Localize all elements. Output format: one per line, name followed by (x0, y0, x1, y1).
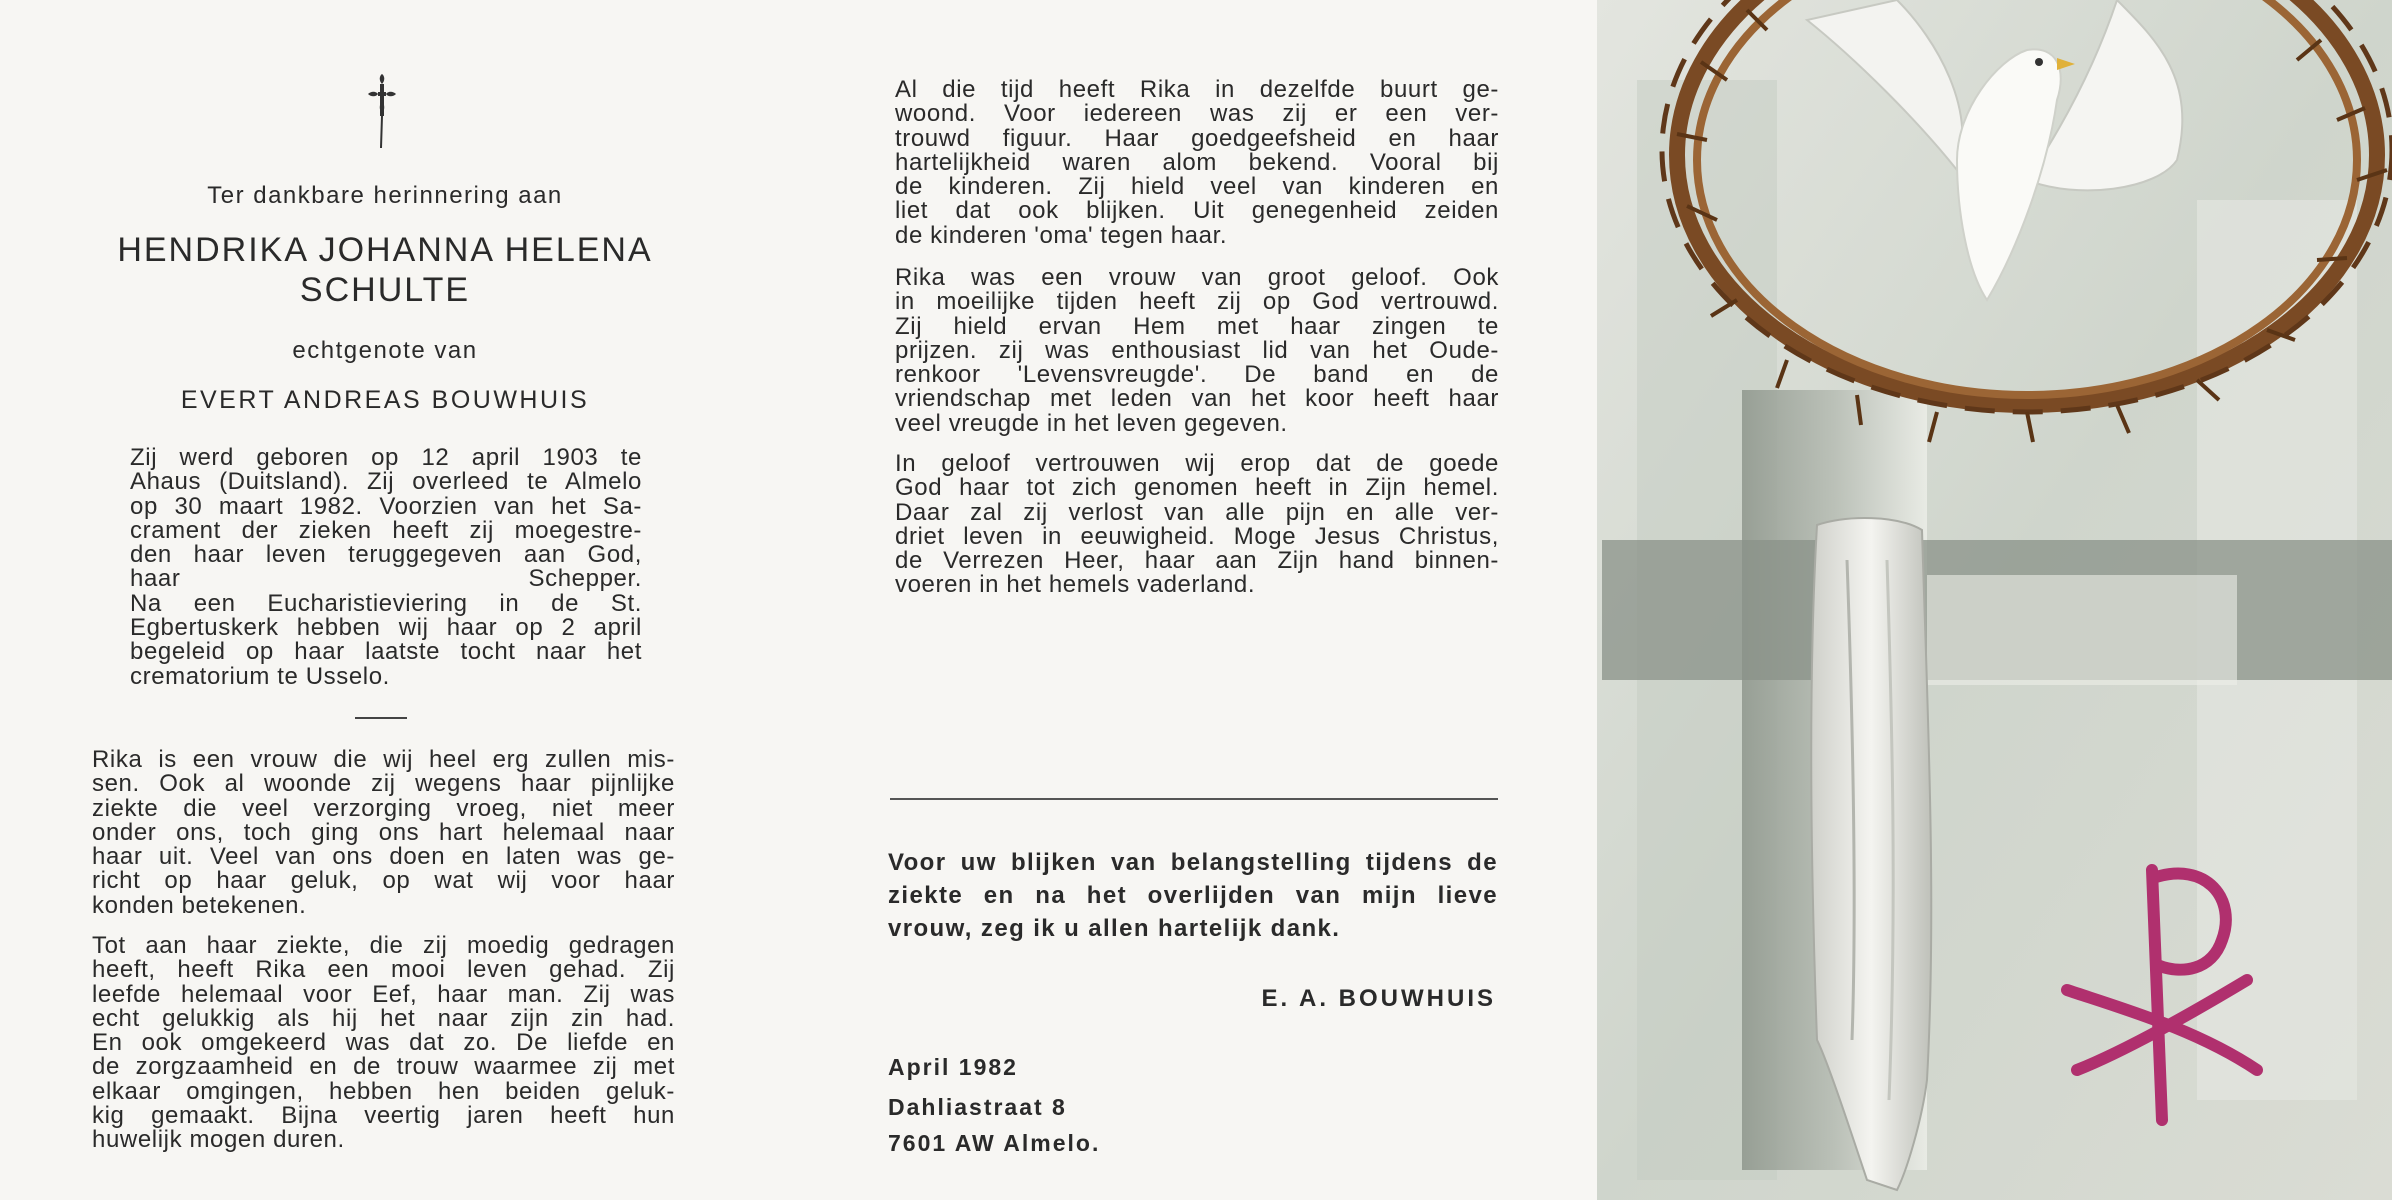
text-line: Rika was een vrouw van groot geloof. Ook (895, 264, 1499, 291)
text-line: ziekte die veel verzorging vroeg, niet meer (92, 794, 675, 822)
long-divider (890, 798, 1498, 800)
paragraph-text (895, 266, 1499, 436)
paragraph-text (92, 934, 675, 1153)
paragraph-text (895, 452, 1499, 598)
text-line: crematorium te Usselo. (130, 662, 390, 690)
biography (130, 446, 642, 689)
text-line: richt op haar geluk, op wat wij voor haar (92, 867, 675, 895)
name-line-1: HENDRIKA JOHANNA HELENA (117, 231, 653, 269)
text-line: leefde helemaal voor Eef, haar man. Zij was (92, 980, 675, 1008)
text-line: Zij werd geboren op 12 april 1903 te (130, 444, 642, 471)
text-line: Na een Eucharistieviering in de St. (130, 589, 642, 617)
text-line: woond. Voor iedereen was zij er een ver- (895, 100, 1499, 128)
text-line: En ook omgekeerd was dat zo. De liefde en (92, 1029, 675, 1057)
text-line: Ahaus (Duitsland). Zij overleed te Almelo (130, 468, 642, 496)
devotional-illustration (1597, 0, 2392, 1200)
paragraph-text (895, 78, 1499, 248)
text-line: haar uit. Veel van ons doen en laten was ge- (92, 843, 675, 871)
text-line: elkaar omgingen, hebben hen beiden geluk- (92, 1077, 675, 1105)
date: April 1982 (888, 1054, 1018, 1080)
text-line: vriendschap met leden van het koor heeft haar (895, 385, 1499, 413)
text-line: In geloof vertrouwen wij erop dat de goede (895, 450, 1499, 477)
paragraph-text (92, 748, 675, 918)
text-line: Egbertuskerk hebben wij haar op 2 april (130, 614, 642, 642)
intro-line: Ter dankbare herinnering aan (207, 182, 563, 209)
cross-icon (362, 72, 402, 152)
city-address: 7601 AW Almelo. (888, 1130, 1101, 1156)
tribute-paragraph-3 (895, 78, 1499, 248)
text-line: voeren in het hemels vaderland. (895, 571, 1256, 599)
text-line: heeft, heeft Rika een mooi leven gehad. Zij (92, 956, 675, 984)
text-line: driet leven in eeuwigheid. Moge Jesus Christus, (895, 522, 1499, 550)
tribute-paragraph-2 (92, 934, 675, 1153)
text-line: Al die tijd heeft Rika in dezelfde buurt ge- (895, 76, 1499, 103)
text-line: de Verrezen Heer, haar aan Zijn hand binnen- (895, 547, 1499, 575)
signature: E. A. BOUWHUIS (1261, 985, 1496, 1012)
left-panel (0, 0, 820, 1200)
text-line: veel vreugde in het leven gegeven. (895, 409, 1288, 437)
text-line: de kinderen 'oma' tegen haar. (895, 221, 1228, 249)
street-address: Dahliastraat 8 (888, 1094, 1067, 1120)
text-line: onder ons, toch ging ons hart helemaal naar (92, 818, 675, 846)
text-line: prijzen. zij was enthousiast lid van het Oude- (895, 336, 1499, 364)
tribute-paragraph-1 (92, 748, 675, 918)
biography-text (130, 446, 642, 689)
text-line: trouwd figuur. Haar goedgeefsheid en haar (895, 124, 1499, 152)
text-line: Tot aan haar ziekte, die zij moedig gedragen (92, 932, 675, 959)
text-line: echt gelukkig als hij het naar zijn zin had. (92, 1004, 675, 1032)
name-line-2: SCHULTE (299, 271, 471, 309)
text-line: de zorgzaamheid en de trouw waarmee zij met (92, 1053, 675, 1081)
text-line: renkoor 'Levensvreugde'. De band en de (895, 361, 1499, 389)
spouse-name: EVERT ANDREAS BOUWHUIS (180, 386, 590, 414)
tribute-paragraph-4 (895, 266, 1499, 436)
text-line: Daar zal zij verlost van alle pijn en alle ver- (895, 498, 1499, 526)
tribute-paragraph-5 (895, 452, 1499, 598)
text-line: sen. Ook al woonde zij wegens haar pijnlijke (92, 770, 675, 798)
text-line: de kinderen. Zij hield veel van kinderen en (895, 173, 1499, 201)
text-line: liet dat ook blijken. Uit genegenheid zeiden (895, 197, 1499, 225)
spouse-label: echtgenote van (292, 337, 478, 364)
text-line: haar Schepper. (130, 565, 642, 593)
illustration-canvas (1597, 0, 2392, 1200)
text-line: God haar tot zich genomen heeft in Zijn hemel. (895, 474, 1499, 502)
deceased-name (0, 230, 770, 310)
text-line: kig gemaakt. Bijna veertig jaren heeft hun (92, 1102, 675, 1130)
text-line: Zij hield ervan Hem met haar zingen te (895, 312, 1499, 340)
middle-panel (820, 0, 1600, 1200)
text-line: crament der zieken heeft zij moegestre- (130, 516, 642, 544)
text-line: op 30 maart 1982. Voorzien van het Sa- (130, 492, 642, 520)
text-line: in moeilijke tijden heeft zij op God vertrouwd. (895, 288, 1499, 316)
short-divider (355, 717, 407, 719)
text-line: Rika is een vrouw die wij heel erg zullen mis- (92, 746, 675, 773)
text-line: huwelijk mogen duren. (92, 1126, 345, 1154)
text-line: begeleid op haar laatste tocht naar het (130, 638, 642, 666)
text-line: hartelijkheid waren alom bekend. Vooral bij (895, 148, 1499, 176)
thank-you-message: Voor uw blijken van belangstelling tijdens de ziekte en na het overlijden van mijn lieve vrouw, zeg ik u allen hartelijk dank. (888, 849, 1498, 942)
text-line: den haar leven teruggegeven aan God, (130, 541, 642, 569)
text-line: konden betekenen. (92, 891, 307, 919)
